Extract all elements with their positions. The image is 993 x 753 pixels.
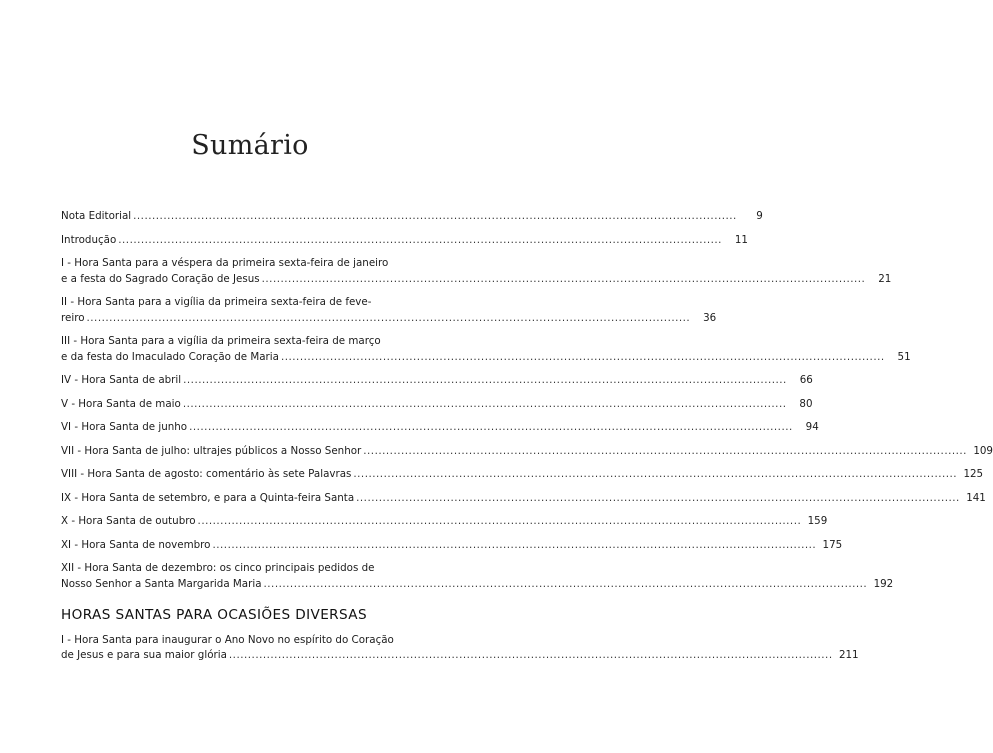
toc-entry-title-line: III - Hora Santa para a vigília da primeira sexta-feira de março bbox=[61, 335, 381, 347]
toc-entry-line bbox=[61, 491, 986, 507]
dot-leader: ................................................................................................................................................................ bbox=[86, 311, 691, 324]
section-heading: HORAS SANTAS PARA OCASIÕES DIVERSAS bbox=[61, 607, 368, 623]
toc-entry-title: e da festa do Imaculado Coração de Maria bbox=[61, 350, 279, 363]
toc-entry-line bbox=[61, 444, 993, 460]
toc-entry-title: reiro bbox=[61, 311, 85, 324]
page-number: 109 bbox=[973, 444, 993, 457]
toc-entry-title: VIII - Hora Santa de agosto: comentário às sete Palavras bbox=[61, 468, 352, 480]
page-title: Sumário bbox=[191, 130, 309, 162]
toc-entry bbox=[61, 538, 843, 554]
toc-entry-title: IX - Hora Santa de setembro, e para a Quinta-feira Santa bbox=[61, 491, 355, 504]
toc-entry-line bbox=[61, 373, 813, 389]
dot-leader: ................................................................................................................................................................ bbox=[182, 397, 787, 410]
toc-entry-line bbox=[61, 648, 859, 664]
toc-entry-title: e a festa do Sagrado Coração de Jesus bbox=[61, 272, 260, 285]
toc-entry bbox=[61, 467, 984, 483]
toc-entry-line bbox=[61, 420, 819, 436]
page-number: 80 bbox=[799, 397, 813, 410]
toc-entry bbox=[61, 514, 828, 530]
toc-entry-title: IV - Hora Santa de abril bbox=[61, 374, 182, 386]
toc-entry-line bbox=[61, 350, 911, 366]
toc-entry-title-line: I - Hora Santa para a véspera da primeira sexta-feira de janeiro bbox=[61, 257, 389, 269]
toc-entry bbox=[61, 397, 813, 413]
page-number: 94 bbox=[805, 421, 819, 433]
dot-leader: ................................................................................................................................................................ bbox=[118, 233, 722, 246]
toc-entry bbox=[61, 491, 986, 507]
dot-leader: ................................................................................................................................................................ bbox=[363, 444, 967, 457]
table-of-contents bbox=[61, 209, 993, 672]
toc-entry-line bbox=[61, 514, 828, 530]
page-number: 192 bbox=[873, 577, 894, 590]
toc-entry-line bbox=[61, 233, 748, 249]
dot-leader: ................................................................................................................................................................ bbox=[228, 649, 833, 661]
toc-entry bbox=[61, 256, 892, 287]
dot-leader: ................................................................................................................................................................ bbox=[353, 468, 958, 480]
dot-leader: ................................................................................................................................................................ bbox=[189, 421, 793, 433]
toc-entry bbox=[61, 444, 993, 460]
page-number: 21 bbox=[878, 272, 892, 285]
toc-entry-title: Introdução bbox=[61, 233, 117, 246]
page-number: 66 bbox=[799, 374, 813, 386]
dot-leader: ................................................................................................................................................................ bbox=[280, 350, 885, 363]
dot-leader: ................................................................................................................................................................ bbox=[261, 272, 866, 285]
page-number: 9 bbox=[756, 210, 763, 222]
toc-entry bbox=[61, 561, 894, 592]
dot-leader: ................................................................................................................................................................ bbox=[133, 210, 737, 222]
page-number: 141 bbox=[966, 491, 986, 504]
toc-entry-title: X - Hora Santa de outubro bbox=[61, 515, 196, 527]
toc-entry bbox=[61, 233, 748, 249]
page-number: 175 bbox=[822, 538, 843, 551]
section-entries bbox=[61, 633, 859, 664]
toc-entry bbox=[61, 295, 717, 326]
dot-leader: ................................................................................................................................................................ bbox=[197, 515, 802, 527]
dot-leader: ................................................................................................................................................................ bbox=[263, 577, 868, 590]
page-number: 125 bbox=[963, 468, 984, 480]
dot-leader: ................................................................................................................................................................ bbox=[212, 538, 817, 551]
toc-entry-title: V - Hora Santa de maio bbox=[61, 397, 181, 410]
toc-entry-title: VI - Hora Santa de junho bbox=[61, 421, 188, 433]
toc-entry-line bbox=[61, 209, 763, 225]
toc-entry-title: VII - Hora Santa de julho: ultrajes públicos a Nosso Senhor bbox=[61, 444, 362, 457]
toc-entry-line bbox=[61, 577, 894, 593]
toc-entry bbox=[61, 209, 763, 225]
toc-entry-title: Nosso Senhor a Santa Margarida Maria bbox=[61, 577, 262, 590]
toc-entry bbox=[61, 373, 813, 389]
page-number: 159 bbox=[807, 515, 828, 527]
dot-leader: ................................................................................................................................................................ bbox=[183, 374, 787, 386]
page-number: 36 bbox=[703, 311, 717, 324]
page-number: 11 bbox=[734, 233, 748, 246]
toc-entry bbox=[61, 334, 911, 365]
toc-entry-title: Nota Editorial bbox=[61, 210, 132, 222]
dot-leader: ................................................................................................................................................................ bbox=[356, 491, 960, 504]
toc-entry bbox=[61, 420, 819, 436]
toc-entry-title: XI - Hora Santa de novembro bbox=[61, 538, 211, 551]
toc-entry-line bbox=[61, 538, 843, 554]
toc-entry-line bbox=[61, 467, 984, 483]
page-number: 211 bbox=[838, 649, 859, 661]
toc-entry-title: de Jesus e para sua maior glória bbox=[61, 649, 227, 661]
toc-entry-title-line: I - Hora Santa para inaugurar o Ano Novo no espírito do Coração bbox=[61, 633, 394, 646]
toc-entries bbox=[61, 209, 993, 592]
toc-entry bbox=[61, 633, 859, 664]
toc-entry-title-line: II - Hora Santa para a vigília da primeira sexta-feira de feve- bbox=[61, 296, 372, 308]
toc-entry-line bbox=[61, 272, 892, 288]
toc-entry-line bbox=[61, 397, 813, 413]
toc-entry-line bbox=[61, 311, 717, 327]
page-number: 51 bbox=[897, 350, 911, 363]
toc-entry-title-line: XII - Hora Santa de dezembro: os cinco principais pedidos de bbox=[61, 562, 375, 574]
